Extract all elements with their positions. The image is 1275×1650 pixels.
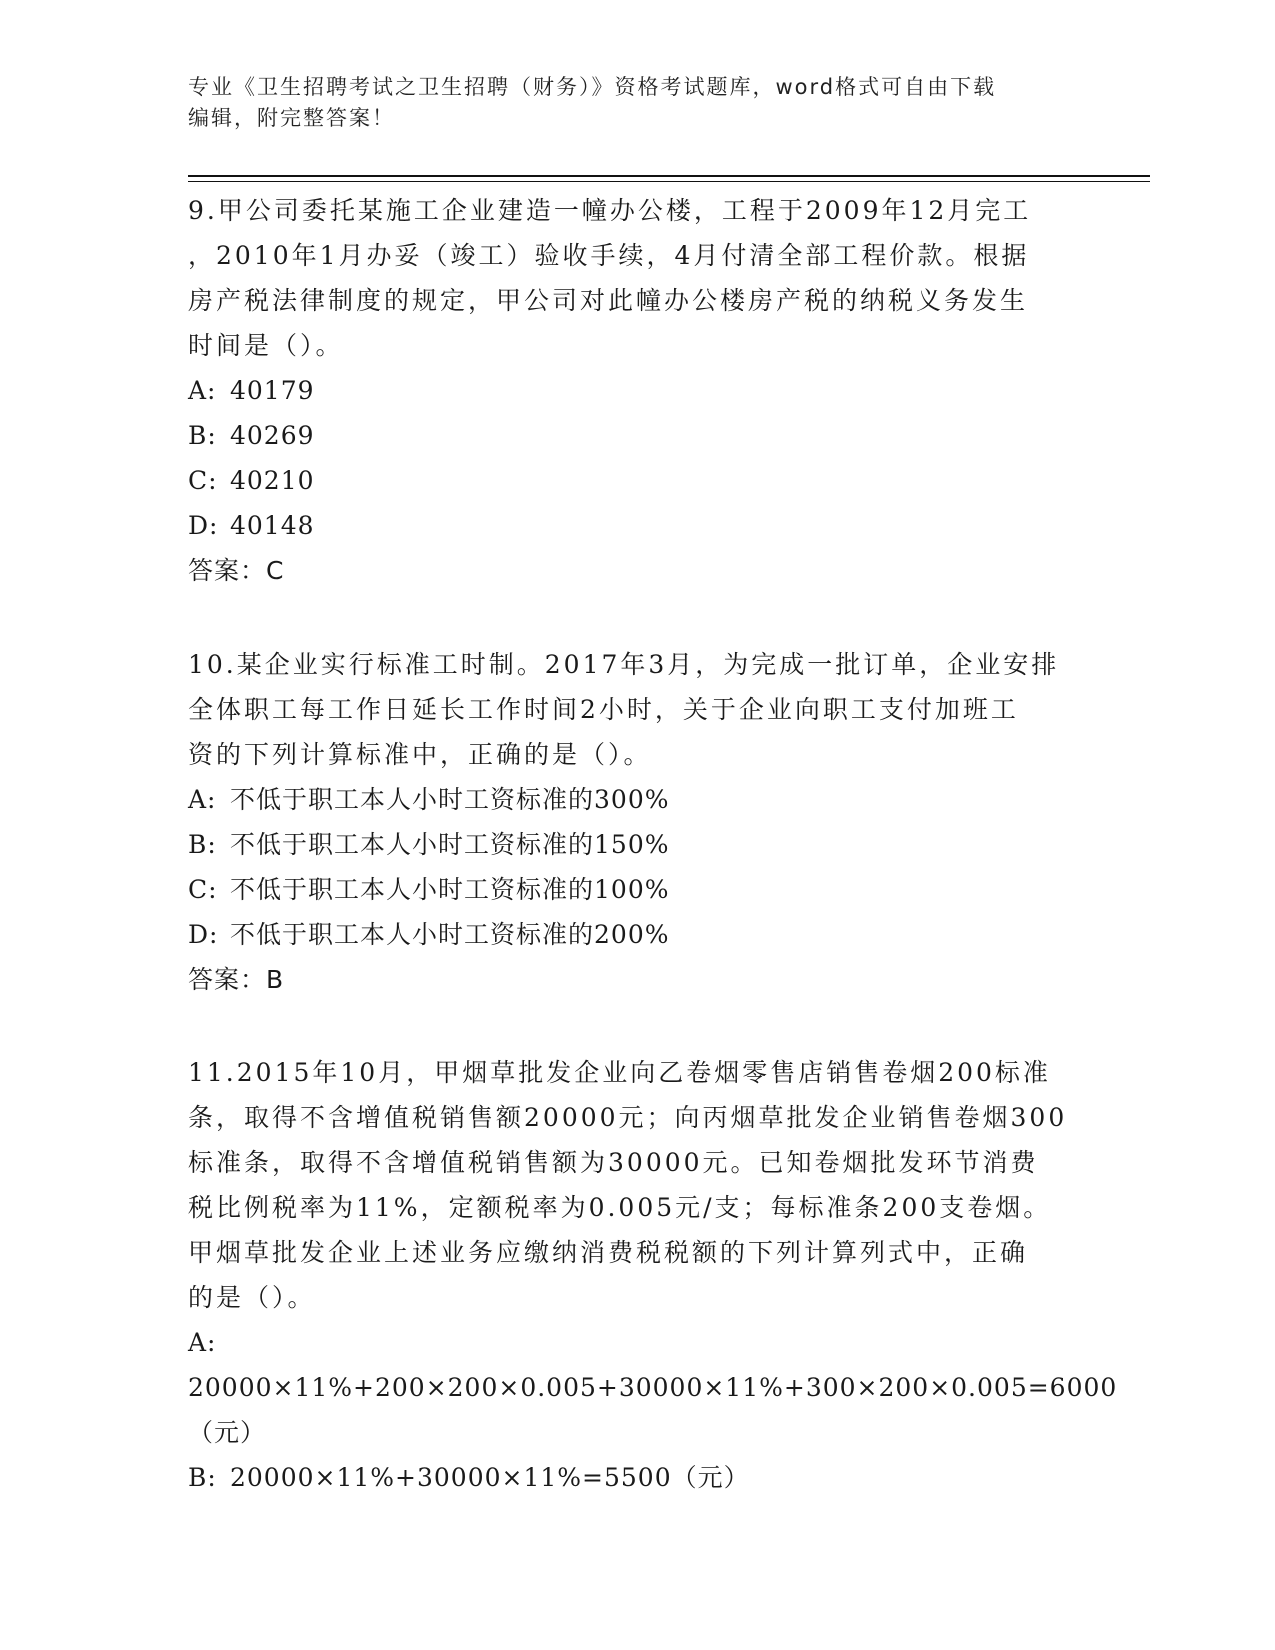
option-text: 20000×11%+200×200×0.005+30000×11%+300×200×0.005=6000 xyxy=(188,1373,1118,1402)
option-text: 不低于职工本人小时工资标准的150% xyxy=(230,830,670,859)
option-letter: C: xyxy=(188,466,218,495)
option-letter: B: xyxy=(188,830,217,859)
option-letter: B: xyxy=(188,1463,217,1492)
header-line-1: 专业《卫生招聘考试之卫生招聘（财务）》资格考试题库，word格式可自由下载 xyxy=(188,75,997,99)
option-c xyxy=(188,867,1088,912)
option-a xyxy=(188,1320,1118,1410)
option-text: 不低于职工本人小时工资标准的200% xyxy=(230,920,670,949)
question-stem-line: 时间是（）。 xyxy=(188,331,344,360)
option-a xyxy=(188,368,1088,413)
option-text: 40269 xyxy=(230,421,315,450)
option-b xyxy=(188,1455,1088,1500)
option-text: 不低于职工本人小时工资标准的300% xyxy=(230,785,670,814)
option-text: 40210 xyxy=(230,466,315,495)
option-letter: D: xyxy=(188,511,219,540)
option-letter: A: xyxy=(188,1328,217,1357)
question-stem-line: 房产税法律制度的规定，甲公司对此幢办公楼房产税的纳税义务发生 xyxy=(188,286,1029,315)
option-d xyxy=(188,912,1088,957)
option-letter: D: xyxy=(188,920,219,949)
option-text: 40179 xyxy=(230,376,315,405)
question-stem-line: 11.2015年10月，甲烟草批发企业向乙卷烟零售店销售卷烟200标准 xyxy=(188,1058,1051,1087)
option-letter: A: xyxy=(188,376,217,405)
question-stem-line: 税比例税率为11%，定额税率为0.005元/支；每标准条200支卷烟。 xyxy=(188,1193,1052,1222)
question-stem-line: ，2010年1月办妥（竣工）验收手续，4月付清全部工程价款。根据 xyxy=(188,241,1030,270)
option-b xyxy=(188,413,1088,458)
option-text: 20000×11%+30000×11%=5500（元） xyxy=(230,1463,750,1492)
question-10 xyxy=(188,642,1088,1002)
question-stem-line: 10.某企业实行标准工时制。2017年3月，为完成一批订单，企业安排 xyxy=(188,650,1060,679)
question-stem-line: 的是（）。 xyxy=(188,1283,316,1312)
option-b xyxy=(188,822,1088,867)
question-stem-line: 9.甲公司委托某施工企业建造一幢办公楼，工程于2009年12月完工 xyxy=(188,196,1032,225)
option-a-continuation: （元） xyxy=(188,1418,267,1447)
question-stem-line: 标准条，取得不含增值税销售额为30000元。已知卷烟批发环节消费 xyxy=(188,1148,1039,1177)
option-letter: A: xyxy=(188,785,217,814)
header-line-2: 编辑，附完整答案！ xyxy=(188,106,395,130)
header-divider-thin xyxy=(188,181,1150,182)
question-11 xyxy=(188,1050,1118,1500)
option-c xyxy=(188,458,1088,503)
option-text: 不低于职工本人小时工资标准的100% xyxy=(230,875,670,904)
option-text: 40148 xyxy=(230,511,315,540)
question-stem-line: 全体职工每工作日延长工作时间2小时，关于企业向职工支付加班工 xyxy=(188,695,1019,724)
answer: 答案：C xyxy=(188,556,285,585)
option-d xyxy=(188,503,1088,548)
question-9 xyxy=(188,188,1088,593)
question-stem-line: 资的下列计算标准中，正确的是（）。 xyxy=(188,740,652,769)
question-stem-line: 甲烟草批发企业上述业务应缴纳消费税税额的下列计算列式中，正确 xyxy=(188,1238,1029,1267)
page-header xyxy=(188,72,1088,134)
answer: 答案：B xyxy=(188,965,285,994)
question-stem-line: 条，取得不含增值税销售额20000元；向丙烟草批发企业销售卷烟300 xyxy=(188,1103,1068,1132)
option-letter: B: xyxy=(188,421,217,450)
header-divider-thick xyxy=(188,175,1150,177)
option-letter: C: xyxy=(188,875,218,904)
option-a xyxy=(188,777,1088,822)
